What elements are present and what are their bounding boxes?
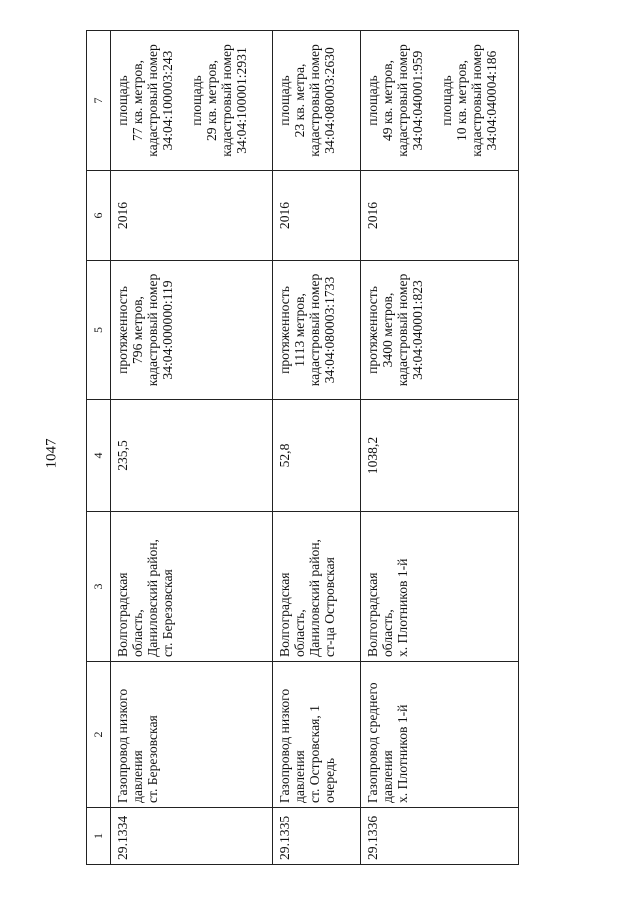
length-line: протяженность xyxy=(365,286,380,374)
object-name-line: х. Плотников 1-й xyxy=(395,704,410,803)
object-name-line: давления xyxy=(130,750,145,803)
land-line: площадь xyxy=(277,75,292,126)
length-line: кадастровый номер xyxy=(307,273,322,387)
land-line: 34:04:100003:243 xyxy=(160,50,175,151)
length-line: 3400 метров, xyxy=(380,292,395,368)
object-name-line: Газопровод низкого xyxy=(277,688,292,803)
length-line: кадастровый номер xyxy=(145,273,160,387)
length-line: протяженность xyxy=(277,286,292,374)
land-line: 34:04:080003:2630 xyxy=(322,47,337,154)
land-line: 23 кв. метра, xyxy=(292,63,307,138)
address-line: область, xyxy=(380,609,395,657)
year-cell xyxy=(273,171,361,261)
address-line: Волгоградская xyxy=(115,572,130,657)
row-id-cell xyxy=(361,808,519,865)
address-cell xyxy=(361,512,519,662)
value-cell xyxy=(111,400,273,512)
table-row xyxy=(111,31,273,865)
address-line: Даниловский район, xyxy=(145,539,160,657)
land-plot xyxy=(365,35,425,166)
col-header: 2 xyxy=(87,662,111,808)
table-row xyxy=(361,31,519,865)
length-line: 34:04:040001:823 xyxy=(410,280,425,380)
year: 2016 xyxy=(365,201,380,230)
land-plot xyxy=(277,35,337,166)
value-cell xyxy=(273,400,361,512)
land-line: площадь xyxy=(365,75,380,126)
address-line: Волгоградская xyxy=(277,572,292,657)
land-line: 29 кв. метров, xyxy=(204,60,219,141)
address-cell xyxy=(111,512,273,662)
land-line: кадастровый номер xyxy=(395,44,410,157)
land-line: 34:04:040004:186 xyxy=(484,50,499,151)
length-line: протяженность xyxy=(115,286,130,374)
table-row xyxy=(273,31,361,865)
land-line: 77 кв. метров, xyxy=(130,60,145,141)
land-line: кадастровый номер xyxy=(145,44,160,157)
row-id: 29.1336 xyxy=(365,815,380,860)
address-line: ст-ца Островская xyxy=(322,557,337,657)
land-line: кадастровый номер xyxy=(219,44,234,157)
object-name-line: Газопровод среднего xyxy=(365,682,380,803)
land-line: 49 кв. метров, xyxy=(380,60,395,141)
object-name-line: очередь xyxy=(322,757,337,803)
address-line: ст. Березовская xyxy=(160,569,175,657)
page-number-text: 1047 xyxy=(43,438,60,468)
address-cell xyxy=(273,512,361,662)
land-line: кадастровый номер xyxy=(307,44,322,157)
object-name-cell xyxy=(273,662,361,808)
land-plot xyxy=(189,35,249,166)
value: 1038,2 xyxy=(365,436,380,475)
row-id: 29.1335 xyxy=(277,815,292,860)
object-name-line: Газопровод низкого xyxy=(115,688,130,803)
col-header: 1 xyxy=(87,808,111,865)
year: 2016 xyxy=(115,201,130,230)
land-cell xyxy=(273,31,361,171)
col-header: 5 xyxy=(87,261,111,400)
col-header: 6 xyxy=(87,171,111,261)
object-name-cell xyxy=(111,662,273,808)
address-line: Даниловский район, xyxy=(307,539,322,657)
address-line: Волгоградская xyxy=(365,572,380,657)
length-line: 34:04:080003:1733 xyxy=(322,276,337,384)
value-cell xyxy=(361,400,519,512)
land-cell xyxy=(111,31,273,171)
address-line: область, xyxy=(130,609,145,657)
length-cell xyxy=(273,261,361,400)
land-line: 34:04:100001:2931 xyxy=(234,47,249,154)
registry-table-wrapper xyxy=(86,31,586,865)
object-name-line: давления xyxy=(292,750,307,803)
page-number xyxy=(40,438,64,468)
col-header: 4 xyxy=(87,400,111,512)
address-line: х. Плотников 1-й xyxy=(395,558,410,657)
land-line: площадь xyxy=(115,75,130,126)
row-id: 29.1334 xyxy=(115,815,130,860)
land-line: кадастровый номер xyxy=(469,44,484,157)
value: 235,5 xyxy=(115,440,130,471)
object-name-line: ст. Островская, 1 xyxy=(307,705,322,803)
registry-table xyxy=(86,30,519,865)
length-line: 34:04:000000:119 xyxy=(160,280,175,380)
land-line: 34:04:040001:959 xyxy=(410,50,425,151)
length-line: 1113 метров, xyxy=(292,293,307,367)
year: 2016 xyxy=(277,201,292,230)
land-line: площадь xyxy=(189,75,204,126)
length-line: 796 метров, xyxy=(130,296,145,364)
col-header: 3 xyxy=(87,512,111,662)
address-line: область, xyxy=(292,609,307,657)
col-header: 7 xyxy=(87,31,111,171)
object-name-line: ст. Березовская xyxy=(145,715,160,803)
length-cell xyxy=(111,261,273,400)
header-row xyxy=(87,31,111,865)
value: 52,8 xyxy=(277,443,292,468)
year-cell xyxy=(111,171,273,261)
land-plot xyxy=(115,35,175,166)
land-plot xyxy=(439,35,499,166)
row-id-cell xyxy=(111,808,273,865)
length-cell xyxy=(361,261,519,400)
row-id-cell xyxy=(273,808,361,865)
object-name-line: давления xyxy=(380,750,395,803)
length-line: кадастровый номер xyxy=(395,273,410,387)
year-cell xyxy=(361,171,519,261)
land-cell xyxy=(361,31,519,171)
land-line: площадь xyxy=(439,75,454,126)
object-name-cell xyxy=(361,662,519,808)
land-line: 10 кв. метров, xyxy=(454,60,469,141)
